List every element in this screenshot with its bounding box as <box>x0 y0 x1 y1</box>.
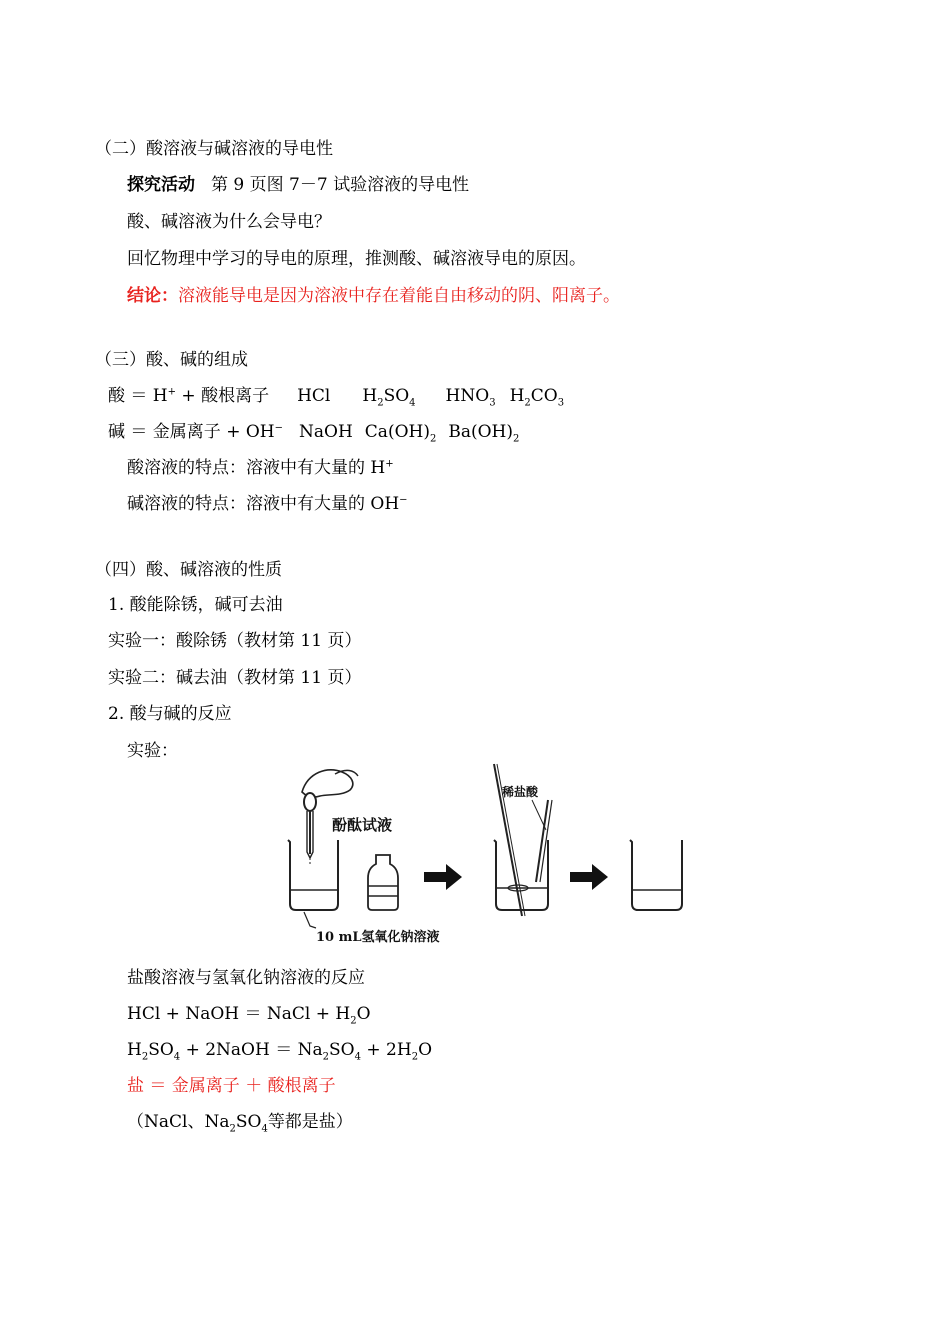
activity-line <box>127 174 469 196</box>
recall-text: 回忆物理中学习的导电的原理，推测酸、碱溶液导电的原因。 <box>127 249 586 269</box>
question-text: 酸、碱溶液为什么会导电？ <box>127 212 331 232</box>
arrow-2 <box>570 864 608 890</box>
salt-definition: 盐 ＝ 金属离子 ＋ 酸根离子 <box>127 1076 336 1096</box>
acid-feature: 酸溶液的特点：溶液中有大量的 H+ <box>127 458 394 478</box>
item-1: 1. 酸能除锈，碱可去油 <box>108 595 283 615</box>
section-heading-4: （四）酸、碱溶液的性质 <box>95 560 282 580</box>
section-heading-3: （三）酸、碱的组成 <box>95 350 248 370</box>
experiment-2: 实验二：碱去油（教材第 11 页） <box>108 668 362 688</box>
acid-definition: 酸 ＝ H+ + 酸根离子 <box>108 386 270 406</box>
acid-definition-line <box>108 385 564 407</box>
conclusion-label: 结论： <box>127 286 178 306</box>
acid-example-hno3: $HNO_3$ <box>445 386 496 409</box>
reagent-bottle <box>368 855 398 910</box>
label-solution: 10 mL氢氧化钠溶液 <box>316 930 440 945</box>
arrow-1 <box>424 864 462 890</box>
neutralization-experiment-figure <box>280 760 690 950</box>
base-example-caoh2: $Ca(OH)_2$ <box>364 422 437 445</box>
base-example-baoh2: $Ba(OH)_2$ <box>448 422 520 445</box>
label-acid: 稀盐酸 <box>502 785 539 799</box>
base-example-naoh: NaOH <box>299 422 353 442</box>
equation-1: HCl + NaOH ＝ NaCl + $H_2O$ <box>127 1004 371 1027</box>
dropper-bulb <box>304 793 316 811</box>
beaker-3 <box>630 840 682 910</box>
label-indicator: 酚酞试液 <box>332 816 393 834</box>
section-heading-2: （二）酸溶液与碱溶液的导电性 <box>95 139 333 159</box>
acid-example-h2so4: $H_2SO_4$ <box>362 386 416 409</box>
item-2: 2. 酸与碱的反应 <box>108 704 232 724</box>
activity-label: 探究活动 <box>127 175 195 195</box>
acid-example-h2co3: $H_2CO_3$ <box>509 386 565 409</box>
conclusion-line <box>127 285 620 307</box>
base-definition: 碱 ＝ 金属离子 + OH− <box>108 422 284 442</box>
acid-example-hcl: HCl <box>297 386 331 406</box>
base-definition-line <box>108 421 519 443</box>
experiment-1: 实验一：酸除锈（教材第 11 页） <box>108 631 362 651</box>
equation-2: $H_2SO_4$ + 2NaOH ＝ $Na_2SO_4 + 2H_2O$ <box>127 1040 432 1063</box>
salt-note: （NaCl、$Na_2SO_4$等都是盐） <box>127 1112 353 1135</box>
conclusion-text: 溶液能导电是因为溶液中存在着能自由移动的阴、阳离子。 <box>178 286 620 306</box>
activity-text: 第 9 页图 7－7 试验溶液的导电性 <box>211 175 470 195</box>
experiment-label: 实验： <box>127 741 178 761</box>
base-feature: 碱溶液的特点：溶液中有大量的 OH− <box>127 494 408 514</box>
reaction-title: 盐酸溶液与氢氧化钠溶液的反应 <box>127 968 365 988</box>
